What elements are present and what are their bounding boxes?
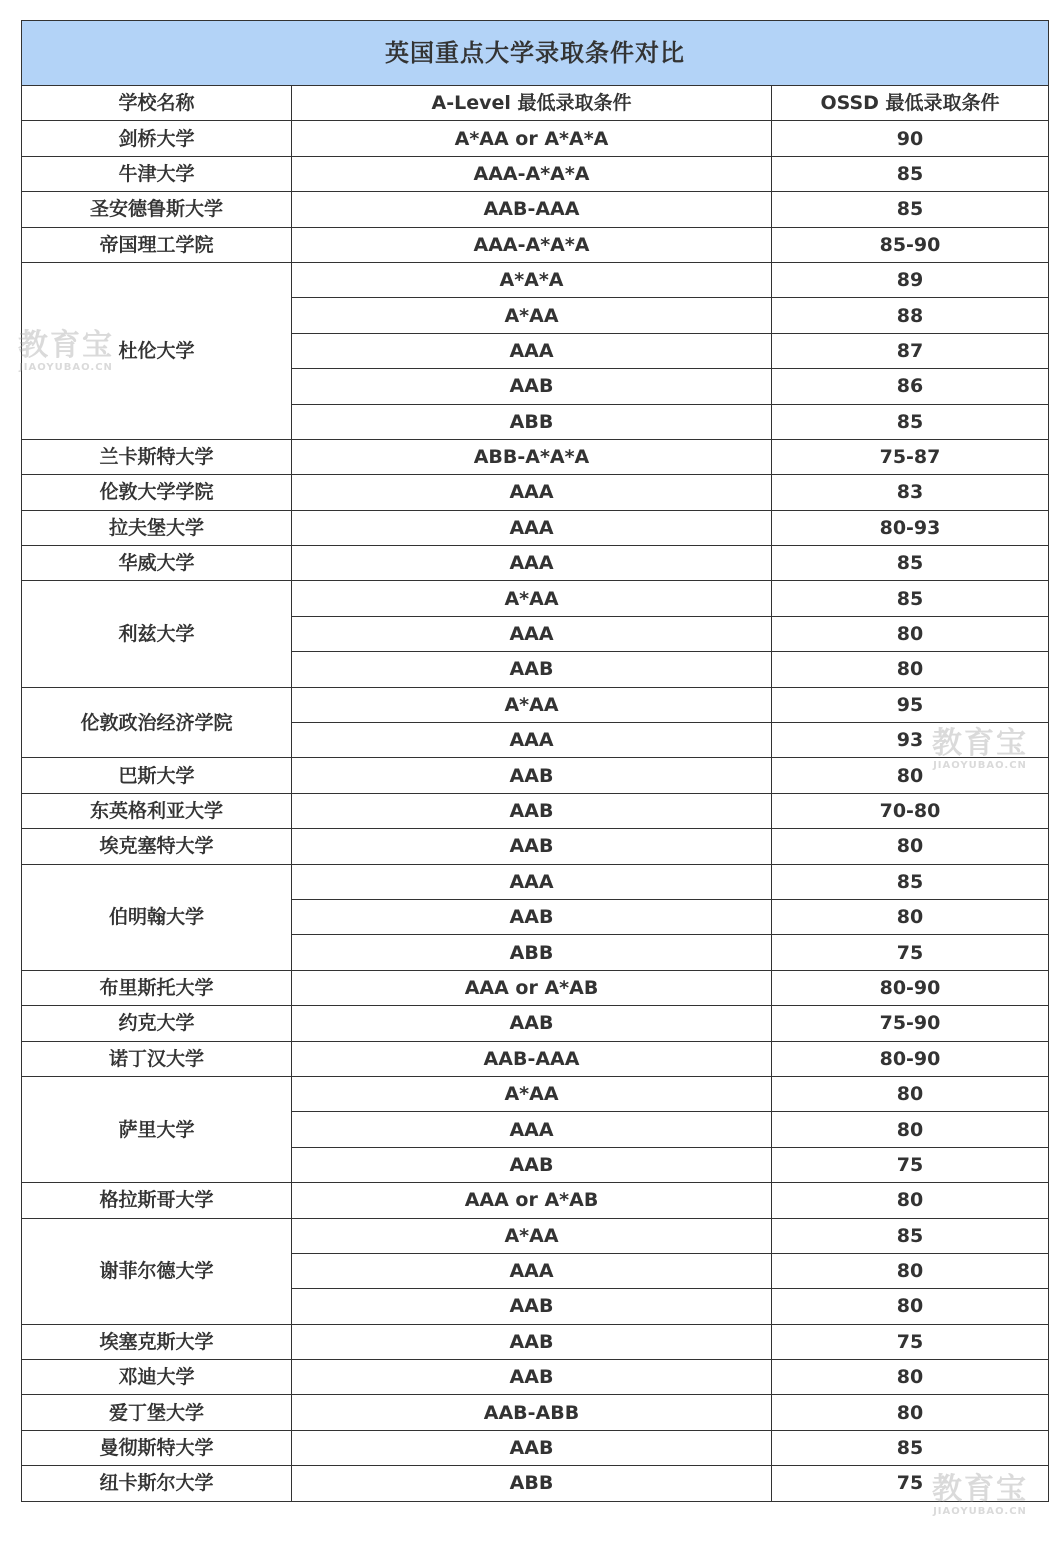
ossd-cell: 85 [772,1430,1049,1465]
alevel-cell: A*AA [292,298,772,333]
alevel-cell: AAB-AAA [292,192,772,227]
school-name-cell: 巴斯大学 [22,758,292,793]
school-name-cell: 格拉斯哥大学 [22,1183,292,1218]
alevel-cell: AAB [292,1324,772,1359]
alevel-cell: A*A*A [292,262,772,297]
school-name-cell: 伦敦大学学院 [22,475,292,510]
school-name-cell: 华威大学 [22,546,292,581]
ossd-cell: 87 [772,333,1049,368]
table-row [22,970,1049,1005]
ossd-cell: 75-87 [772,439,1049,474]
table-row [22,1360,1049,1395]
ossd-cell: 89 [772,262,1049,297]
alevel-cell: AAA [292,1253,772,1288]
ossd-cell: 85 [772,864,1049,899]
comparison-table-container [21,20,1048,1502]
ossd-cell: 75 [772,1466,1049,1501]
table-row [22,864,1049,899]
alevel-cell: AAB [292,1430,772,1465]
ossd-cell: 80 [772,652,1049,687]
alevel-cell: ABB [292,1466,772,1501]
ossd-cell: 80 [772,758,1049,793]
alevel-cell: A*AA or A*A*A [292,121,772,156]
school-name-cell: 杜伦大学 [22,262,292,439]
ossd-cell: 85 [772,1218,1049,1253]
alevel-cell: AAB [292,758,772,793]
table-row [22,262,1049,297]
admission-comparison-table [21,20,1049,1502]
alevel-cell: AAA [292,475,772,510]
school-name-cell: 利兹大学 [22,581,292,687]
table-row [22,1076,1049,1111]
ossd-cell: 85 [772,156,1049,191]
school-name-cell: 伯明翰大学 [22,864,292,970]
table-row [22,581,1049,616]
alevel-cell: AAB [292,652,772,687]
alevel-cell: ABB [292,404,772,439]
ossd-cell: 80 [772,1076,1049,1111]
ossd-cell: 80 [772,1253,1049,1288]
school-name-cell: 邓迪大学 [22,1360,292,1395]
school-name-cell: 萨里大学 [22,1076,292,1182]
ossd-cell: 85 [772,581,1049,616]
watermark-brand: 教育宝 [932,726,1028,761]
table-row [22,1395,1049,1430]
ossd-cell: 75 [772,1147,1049,1182]
table-header-row [22,86,1049,121]
ossd-cell: 85 [772,192,1049,227]
school-name-cell: 牛津大学 [22,156,292,191]
alevel-cell: AAB [292,369,772,404]
school-name-cell: 纽卡斯尔大学 [22,1466,292,1501]
ossd-cell: 80 [772,1289,1049,1324]
table-row [22,439,1049,474]
table-row [22,510,1049,545]
alevel-cell: A*AA [292,1218,772,1253]
alevel-cell: AAA [292,546,772,581]
school-name-cell: 埃克塞特大学 [22,829,292,864]
alevel-cell: ABB [292,935,772,970]
school-name-cell: 约克大学 [22,1006,292,1041]
table-row [22,687,1049,722]
table-row [22,1183,1049,1218]
school-name-cell: 拉夫堡大学 [22,510,292,545]
alevel-cell: AAB-ABB [292,1395,772,1430]
alevel-cell: AAB [292,829,772,864]
ossd-cell: 88 [772,298,1049,333]
school-name-cell: 曼彻斯特大学 [22,1430,292,1465]
ossd-cell: 80-93 [772,510,1049,545]
alevel-cell: A*AA [292,1076,772,1111]
watermark-domain: JIAOYUBAO.CN [19,362,113,373]
school-name-cell: 兰卡斯特大学 [22,439,292,474]
school-name-cell: 帝国理工学院 [22,227,292,262]
table-row [22,475,1049,510]
alevel-cell: AAB [292,793,772,828]
alevel-cell: AAA-A*A*A [292,227,772,262]
table-row [22,793,1049,828]
school-name-cell: 埃塞克斯大学 [22,1324,292,1359]
alevel-cell: AAB [292,1360,772,1395]
school-name-cell: 伦敦政治经济学院 [22,687,292,758]
table-row [22,829,1049,864]
alevel-cell: AAA [292,1112,772,1147]
alevel-cell: AAA or A*AB [292,1183,772,1218]
alevel-cell: A*AA [292,687,772,722]
table-row [22,1466,1049,1501]
table-row [22,1218,1049,1253]
table-row [22,1041,1049,1076]
school-name-cell: 剑桥大学 [22,121,292,156]
header-alevel: A-Level 最低录取条件 [292,86,772,121]
alevel-cell: AAA [292,333,772,368]
watermark-brand: 教育宝 [18,328,114,363]
alevel-cell: A*AA [292,581,772,616]
ossd-cell: 83 [772,475,1049,510]
ossd-cell: 80-90 [772,970,1049,1005]
ossd-cell: 80 [772,1360,1049,1395]
ossd-cell: 85-90 [772,227,1049,262]
school-name-cell: 爱丁堡大学 [22,1395,292,1430]
ossd-cell: 80 [772,1183,1049,1218]
ossd-cell: 85 [772,546,1049,581]
header-ossd: OSSD 最低录取条件 [772,86,1049,121]
ossd-cell: 90 [772,121,1049,156]
alevel-cell: AAA [292,616,772,651]
header-school-name: 学校名称 [22,86,292,121]
ossd-cell: 75 [772,1324,1049,1359]
alevel-cell: AAB [292,1147,772,1182]
table-row [22,156,1049,191]
school-name-cell: 布里斯托大学 [22,970,292,1005]
alevel-cell: AAB [292,1289,772,1324]
alevel-cell: AAA-A*A*A [292,156,772,191]
watermark-domain: JIAOYUBAO.CN [933,760,1027,771]
ossd-cell: 80 [772,1112,1049,1147]
alevel-cell: AAA [292,723,772,758]
table-row [22,546,1049,581]
ossd-cell: 85 [772,404,1049,439]
ossd-cell: 86 [772,369,1049,404]
school-name-cell: 东英格利亚大学 [22,793,292,828]
table-row [22,1324,1049,1359]
watermark-brand: 教育宝 [932,1472,1028,1507]
ossd-cell: 95 [772,687,1049,722]
ossd-cell: 75-90 [772,1006,1049,1041]
table-title: 英国重点大学录取条件对比 [22,21,1049,86]
school-name-cell: 诺丁汉大学 [22,1041,292,1076]
alevel-cell: AAB [292,899,772,934]
alevel-cell: ABB-A*A*A [292,439,772,474]
table-row [22,192,1049,227]
school-name-cell: 圣安德鲁斯大学 [22,192,292,227]
table-row [22,1006,1049,1041]
alevel-cell: AAA or A*AB [292,970,772,1005]
table-row [22,227,1049,262]
alevel-cell: AAB [292,1006,772,1041]
ossd-cell: 75 [772,935,1049,970]
table-row [22,121,1049,156]
ossd-cell: 70-80 [772,793,1049,828]
ossd-cell: 80 [772,899,1049,934]
watermark-domain: JIAOYUBAO.CN [933,1506,1027,1517]
ossd-cell: 80 [772,1395,1049,1430]
school-name-cell: 谢菲尔德大学 [22,1218,292,1324]
ossd-cell: 80-90 [772,1041,1049,1076]
alevel-cell: AAA [292,510,772,545]
table-row [22,1430,1049,1465]
ossd-cell: 80 [772,829,1049,864]
ossd-cell: 80 [772,616,1049,651]
table-row [22,758,1049,793]
ossd-cell: 93 [772,723,1049,758]
alevel-cell: AAB-AAA [292,1041,772,1076]
table-title-row [22,21,1049,86]
alevel-cell: AAA [292,864,772,899]
